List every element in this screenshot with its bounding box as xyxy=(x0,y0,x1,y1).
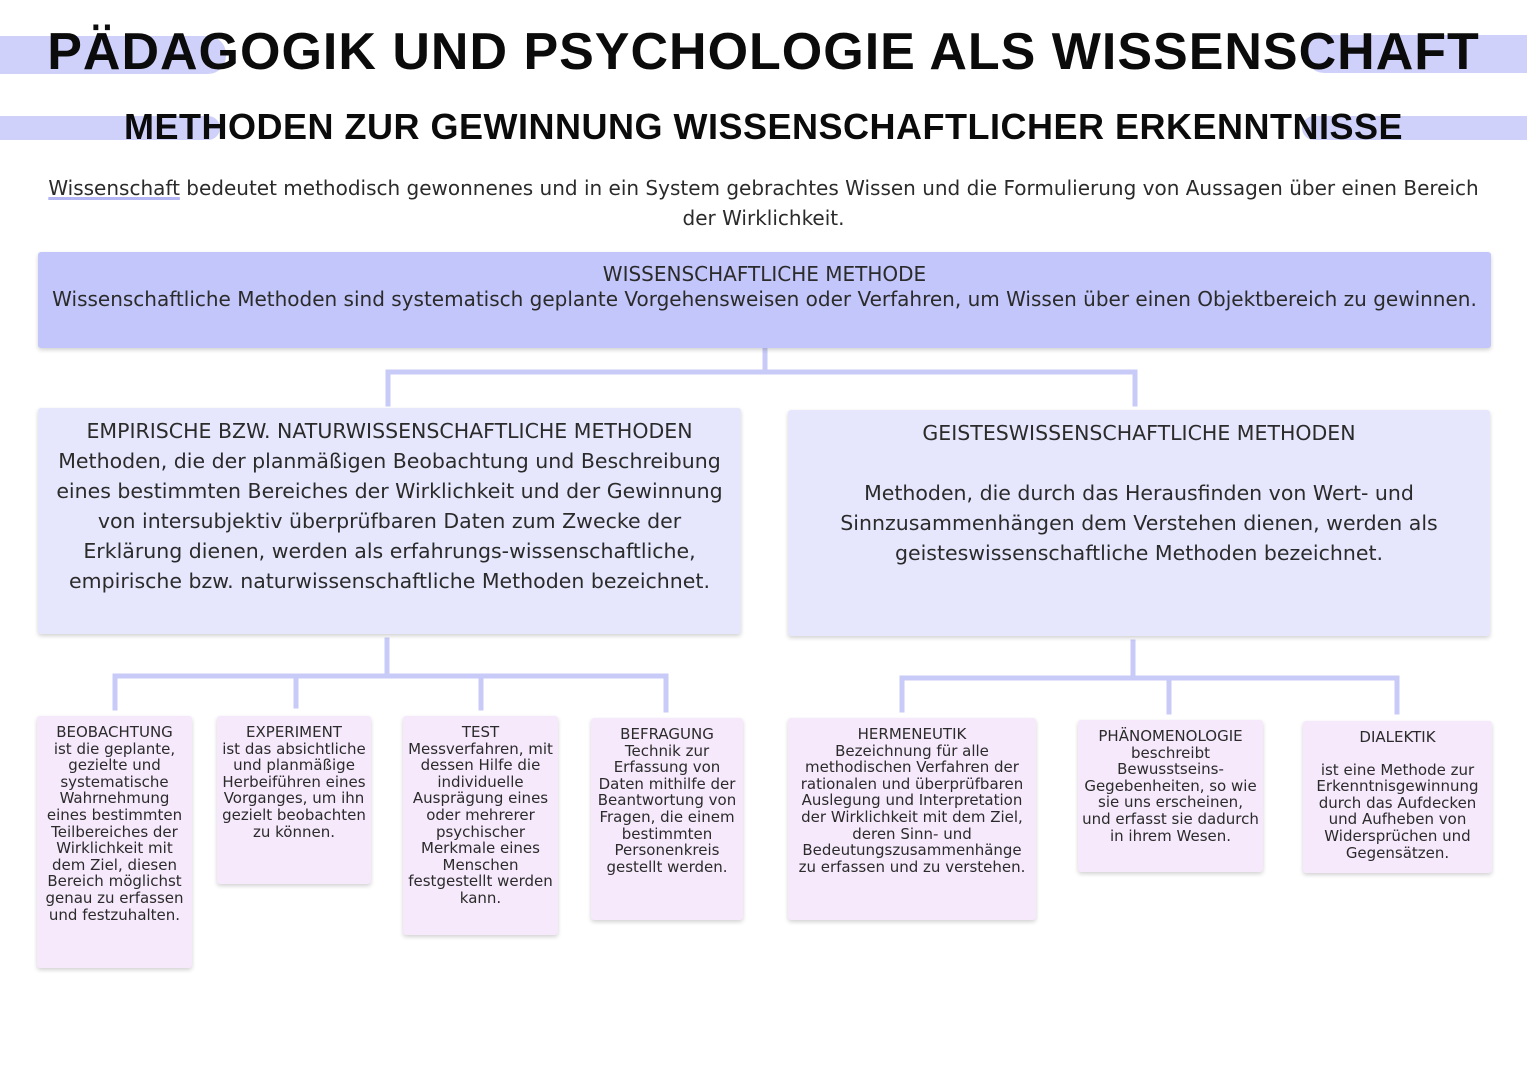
method-title: DIALEKTIK xyxy=(1359,728,1436,746)
method-text: ist die geplante, gezielte und systematische Wahrnehmung eines bestimmten Teilbereiches der Wirklichkeit mit dem Ziel, diesen Bereich möglichst genau zu erfassen und festzuhalten. xyxy=(45,739,184,924)
intro-text: bedeutet methodisch gewonnenes und in ein System gebrachtes Wissen und die Formulierung von Aussagen über einen Bereich der Wirklichkeit. xyxy=(179,176,1479,230)
method-text: Messverfahren, mit dessen Hilfe die individuelle Ausprägung eines oder mehrerer psychischer Merkmale eines Menschen festgestellt werden kann. xyxy=(408,739,553,907)
method-title: BEFRAGUNG xyxy=(620,725,714,743)
method-text: ist eine Methode zur Erkenntnisgewinnung durch das Aufdecken und Aufheben von Widersprüchen und Gegensätzen. xyxy=(1316,760,1479,862)
method-title: HERMENEUTIK xyxy=(857,725,967,743)
intro-term: Wissenschaft xyxy=(48,176,180,200)
method-title: BEOBACHTUNG xyxy=(56,723,173,741)
page-title: PÄDAGOGIK UND PSYCHOLOGIE ALS WISSENSCHAFT xyxy=(47,23,1480,81)
method-text: Bezeichnung für alle methodischen Verfahren der rationalen und überprüfbaren Auslegung und Interpretation der Wirklichkeit mit dem Ziel, deren Sinn- und Bedeutungszusammenhänge zu erfassen und zu verstehen. xyxy=(798,741,1026,876)
method-title: EXPERIMENT xyxy=(246,723,342,741)
method-card-dialektik xyxy=(1303,721,1492,873)
definition-box xyxy=(38,252,1491,348)
humanities-text: Methoden, die durch das Herausfinden von Wert- und Sinnzusammenhängen dem Verstehen dienen, werden als geisteswissenschaftliche Methoden bezeichnet. xyxy=(840,481,1438,565)
method-text: Technik zur Erfassung von Daten mithilfe der Beantwortung von Fragen, die einem bestimmten Personenkreis gestellt werden. xyxy=(597,741,737,876)
method-card-befragung xyxy=(591,718,743,920)
method-title: PHÄNOMENOLOGIE xyxy=(1098,727,1243,745)
page-subtitle: METHODEN ZUR GEWINNUNG WISSENSCHAFTLICHER ERKENNTNISSE xyxy=(123,106,1404,147)
definition-title: WISSENSCHAFTLICHE METHODE xyxy=(602,262,927,286)
method-title: TEST xyxy=(461,723,500,741)
humanities-title: GEISTESWISSENSCHAFTLICHE METHODEN xyxy=(922,421,1356,445)
method-card-beobachtung xyxy=(37,716,192,968)
method-card-phaenomenologie xyxy=(1078,720,1263,872)
empirical-title: EMPIRISCHE BZW. NATURWISSENSCHAFTLICHE METHODEN xyxy=(86,419,693,443)
humanities-methods-box xyxy=(788,410,1490,636)
method-text: beschreibt Bewusstseins-Gegebenheiten, so wie sie uns erscheinen, und erfasst sie dadurch in ihrem Wesen. xyxy=(1082,743,1259,845)
method-text: ist das absichtliche und planmäßige Herbeiführen eines Vorganges, um ihn gezielt beobachten zu können. xyxy=(222,739,366,841)
empirical-methods-box xyxy=(38,408,741,634)
definition-text: Wissenschaftliche Methoden sind systematisch geplante Vorgehensweisen oder Verfahren, um Wissen über einen Objektbereich zu gewinnen. xyxy=(52,287,1477,311)
empirical-text: Methoden, die der planmäßigen Beobachtung und Beschreibung eines bestimmten Bereiches der Wirklichkeit und der Gewinnung von intersubjektiv überprüfbaren Daten zum Zwecke der Erklärung dienen, werden als erfahrungs-wissenschaftliche, empirische bzw. naturwissenschaftliche Methoden bezeichnet. xyxy=(56,449,723,593)
method-card-experiment xyxy=(217,716,371,884)
method-card-hermeneutik xyxy=(788,718,1036,920)
method-card-test xyxy=(403,716,558,935)
